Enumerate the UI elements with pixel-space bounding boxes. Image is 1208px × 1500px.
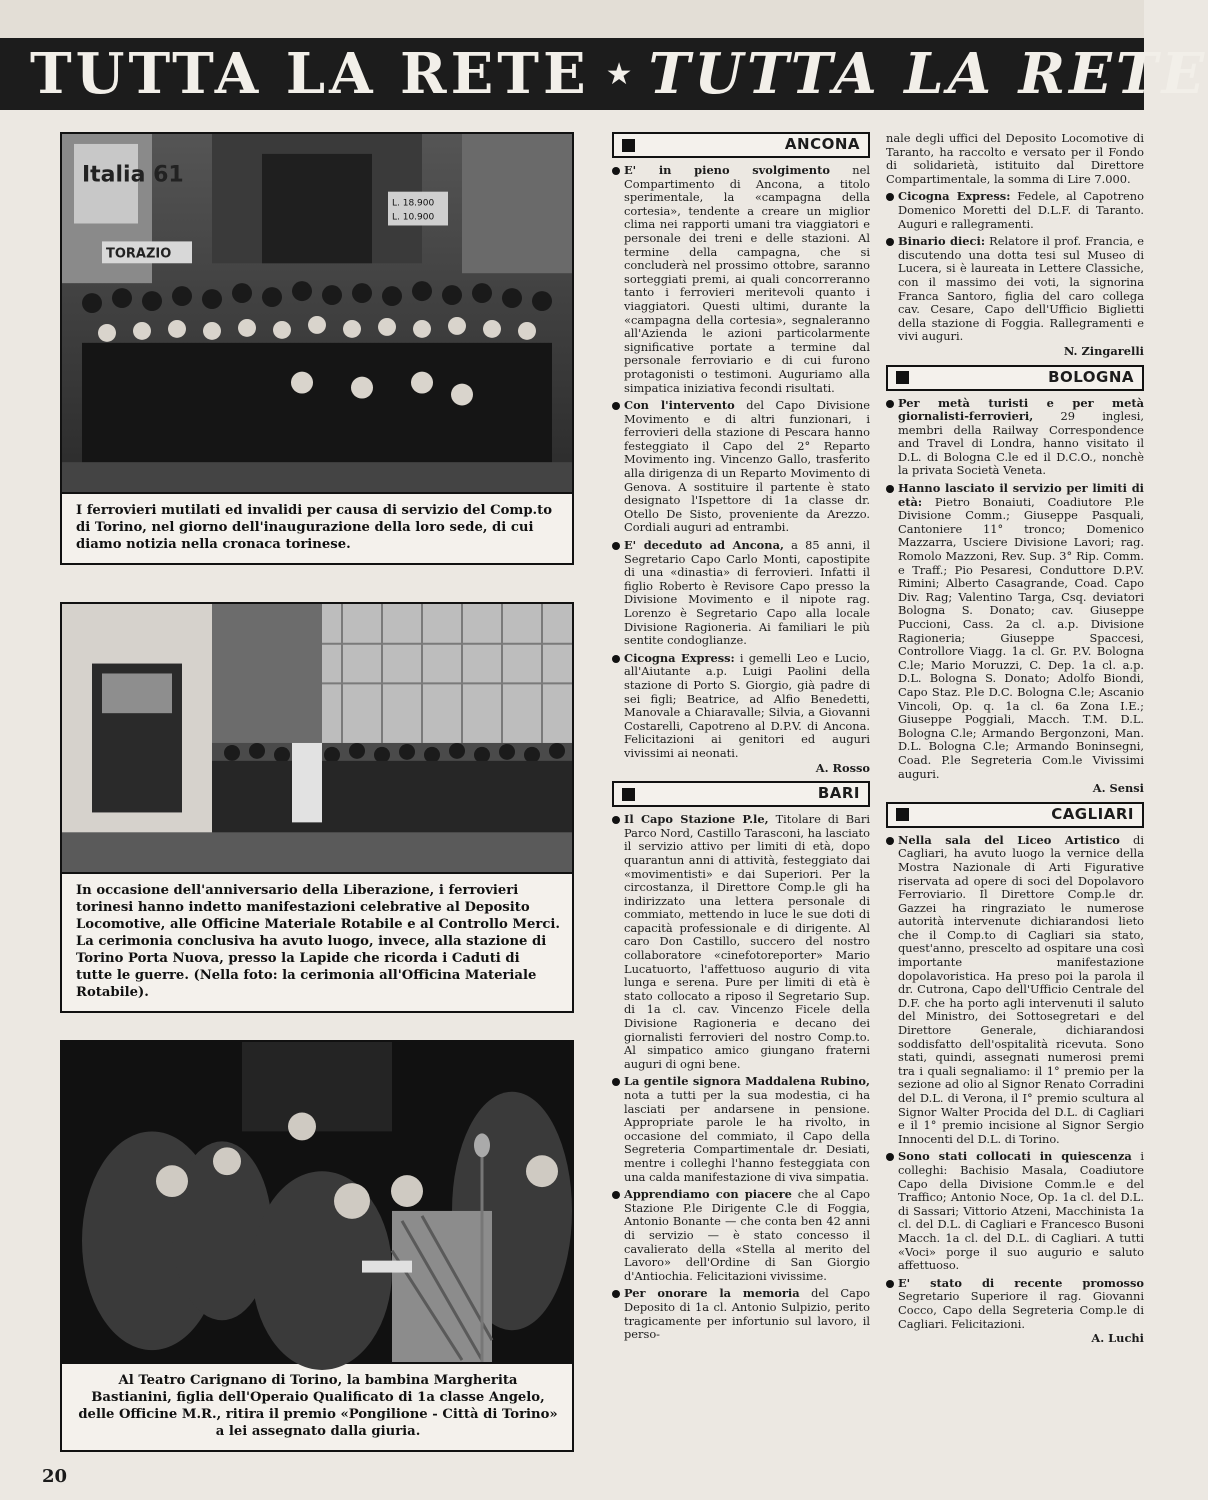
news-lead: Hanno lasciato il servizio per limiti di età:: [898, 481, 1144, 509]
signature-bari: N. Zingarelli: [1063, 343, 1144, 358]
page-number: 20: [42, 1466, 68, 1487]
bullet-icon: [612, 167, 620, 175]
news-lead: Con l'intervento: [624, 398, 735, 413]
section-banner: [0, 38, 1208, 110]
news-text: Pietro Bonaiuti, Coadiutore P.le Divisione Comm.; Giuseppe Pasquali, Cantoniere 11° tronco; Domenico Mazzarra, Usciere Divisione Lavori; rag. Romolo Mazzoni, Rev. Sup. 3° Rip. Comm. e Traff.; Pio Pesaresi, Conduttore D.P.V. Rimini; Alberto Casagrande, Coad. Capo Div. Rag; Valentino Targa, Csq. deviatori Bologna S. Donato; cav. Giuseppe Puccioni, Cass. 2a cl. a.p. Divisione Ragioneria; Giuseppe Spaccesi, Controllore Viagg. 1a cl. Gr. P.V. Bologna C.le; Mario Moruzzi, C. Dep. 1a cl. a.p. D.L. Bologna S. Donato; Adolfo Biondi, Capo Staz. P.le D.C. Bologna C.le; Ascanio Vincoli, Op. q. 1a cl. 6a Zona I.E.; Giuseppe Poggiali, Macch. T.M. D.L. Bologna C.le; Armando Bergonzoni, Man. D.L. Bologna C.le; Armando Boninsegni, Coad. P.le Segreteria Com.le Vivissimi auguri.: [898, 494, 1144, 781]
news-text: del Capo Deposito di 1a cl. Antonio Sulpizio, perito tragicamente per infortunio sul lavoro, il perso-: [624, 1286, 870, 1342]
photo-caption-1: I ferrovieri mutilati ed invalidi per causa di servizio del Comp.to di Torino, nel giorno dell'inaugurazione della loro sede, di cui diamo notizia nella cronaca torinese.: [76, 503, 553, 552]
news-lead: Cicogna Express:: [624, 650, 735, 665]
bullet-icon: [886, 238, 894, 246]
news-item: [886, 1150, 1144, 1272]
section-title-bari: BARI: [817, 784, 860, 803]
news-item: [886, 834, 1144, 1147]
bullet-icon: [886, 485, 894, 493]
signature-cagliari: A. Luchi: [1091, 1331, 1144, 1346]
bullet-icon: [886, 837, 894, 845]
section-header-ancona: [612, 132, 870, 158]
news-lead: Per metà turisti e per metà giornalisti-ferrovieri,: [898, 395, 1144, 424]
news-lead: Binario dieci:: [898, 234, 986, 249]
news-text: Fedele, al Capotreno Domenico Moretti del D.L.F. di Taranto. Auguri e rallegramenti.: [898, 189, 1144, 231]
news-item: [612, 399, 870, 535]
news-lead: Per onorare la memoria: [624, 1286, 800, 1301]
black-square-icon: [896, 371, 909, 384]
news-lead: E' in pieno svolgimento: [624, 163, 830, 177]
news-lead: Cicogna Express:: [898, 189, 1011, 204]
bullet-icon: [886, 400, 894, 408]
news-lead: La gentile signora Maddalena Rubino,: [624, 1074, 870, 1089]
news-lead: E' stato di recente promosso: [898, 1275, 1144, 1290]
news-lead: Apprendiamo con piacere: [624, 1187, 792, 1202]
news-text: a 85 anni, il Segretario Capo Carlo Monti, capostipite di una «dinastia» di ferrovieri. Infatti il figlio Roberto è Revisore Capo presso la Divisione Movimento e il nipote rag. Lorenzo è Segretario Capo alla locale Divisione Ragioneria. Ai familiari le più sentite condoglianze.: [624, 538, 870, 648]
news-item: [886, 190, 1144, 231]
bullet-icon: [612, 1078, 620, 1086]
news-item: [886, 397, 1144, 479]
column-right: [886, 132, 1144, 1350]
news-lead: Nella sala del Liceo Artistico: [898, 832, 1120, 847]
news-text: Titolare di Bari Parco Nord, Castillo Tarasconi, ha lasciato il servizio attivo per limiti di età, dopo quarantun anni di attività, festeggiato dai «movimentisti» e dai Superiori. Per la circostanza, il Direttore Comp.le gli ha indirizzato una lettera personale di commiato, mettendo in luce le sue doti di capacità professionale e di dirigente. Al caro Don Castillo, succero del nostro collaboratore «cinefotoreporter» Mario Lucatuorto, l'affettuoso augurio di vita lunga e serena. Pure per limiti di età è stato collocato a riposo il Segretario Sup. di 1a cl. cav. Vincenzo Ficele della Divisione Ragioneria e decano dei giornalisti ferrovieri del nostro Comp.to. Al simpatico amico giungano fraterni auguri di ogni bene.: [624, 812, 870, 1071]
section-header-bologna: [886, 365, 1144, 391]
top-margin: [0, 0, 1144, 38]
news-item: [612, 813, 870, 1071]
signature-ancona: A. Rosso: [815, 760, 870, 775]
photo-liberazione-ceremony: [62, 604, 572, 874]
news-text: di Cagliari, ha avuto luogo la vernice della Mostra Nazionale di Arti Figurative riservata ad opere di soci del Dopolavoro Ferroviario. Il Direttore Comp.le dr. Gazzei ha ringraziato le numerose autorità intervenute dichiarandosi lieto che il Comp.to di Cagliari sia stato, quest'anno, prescelto ad ospitare una così importante manifestazione dopolavoristica. Ha preso poi la parola il dr. Cutrona, Capo dell'Ufficio Centrale del D.F. che ha porto agli intervenuti il saluto del Ministro, dei Sottosegretari e del Direttore Generale, dichiarandosi soddisfatto dell'ospitalità ricevuta. Sono stati, quindi, assegnati numerosi premi tra i quali segnaliamo: il 1° premio per la sezione ad olio al Signor Renato Corradini del D.L. di Verona, il I° premio scultura al Signor Walter Procida del D.L. di Cagliari e il 1° premio incisione al Signor Sergio Innocenti del D.L. di Torino.: [898, 832, 1144, 1146]
news-item: [612, 1075, 870, 1184]
news-text: nel Compartimento di Ancona, a titolo sperimentale, la «campagna della cortesia», tendente a creare un miglior clima nei rapporti umani tra viaggiatori e personale dei treni e delle stazioni. Al termine della campagna, che si concluderà nel prossimo ottobre, saranno sorteggiati premi, ai quali concorreranno tanto i ferrovieri meritevoli quanto i viaggiatori. Questi ultimi, durante la «campagna della cortesia», segnaleranno all'Azienda le azioni particolarmente significative portate a termine dal personale ferroviario e di cui furono protagonisti o testimoni. Auguriamo alla simpatica iniziativa fecondi risultati.: [624, 163, 870, 395]
banner-title-right: TUTTA LA RETE: [648, 41, 1208, 107]
section-header-cagliari: [886, 802, 1144, 828]
black-square-icon: [622, 788, 635, 801]
photo-block-1: [60, 132, 574, 565]
photo-block-2: [60, 602, 574, 1013]
photo-invalidi-torino: [62, 134, 572, 494]
bullet-icon: [612, 542, 620, 550]
bullet-icon: [612, 1290, 620, 1298]
news-text: i colleghi: Bachisio Masala, Coadiutore Capo della Divisione Comm.le e del Traffico; Antonio Noce, Op. 1a cl. del D.L. di Sassari; Vittorio Atzeni, Macchinista 1a cl. del D.L. di Cagliari e Francesco Busoni Macch. 1a cl. del D.L. di Cagliari. A tutti «Voci» porge il suo augurio e saluto affettuoso.: [898, 1149, 1144, 1273]
sign-text: TORAZIO: [106, 246, 172, 262]
banner-title-left: TUTTA LA RETE: [30, 41, 590, 107]
news-item: [612, 539, 870, 648]
news-lead: E' deceduto ad Ancona,: [624, 538, 784, 553]
bullet-icon: [612, 1191, 620, 1199]
news-text: Segretario Superiore il rag. Giovanni Cocco, Capo della Segreteria Comp.le di Cagliari. Felicitazioni.: [898, 1289, 1144, 1331]
news-item: [886, 482, 1144, 781]
news-lead: Il Capo Stazione P.le,: [624, 812, 769, 827]
news-text: nota a tutti per la sua modestia, ci ha lasciati per andarsene in pensione. Appropriate parole le ha rivolto, in occasione del commiato, il Capo della Segreteria Compartimentale dr. Desiati, mentre i colleghi l'hanno festeggiata con una calda manifestazione di viva simpatia.: [624, 1088, 870, 1184]
section-title-ancona: ANCONA: [784, 135, 860, 154]
bullet-icon: [612, 816, 620, 824]
continued-text: nale degli uffici del Deposito Locomotive di Taranto, ha raccolto e versato per il Fondo di solidarietà, istituito dal Direttore Compartimentale, la somma di Lire 7.000.: [886, 131, 1144, 186]
news-item: [612, 1188, 870, 1283]
photo-teatro-carignano: [62, 1042, 572, 1364]
news-item: [886, 235, 1144, 344]
section-title-cagliari: CAGLIARI: [1051, 804, 1134, 823]
photo-block-3: [60, 1040, 574, 1452]
bullet-icon: [886, 1153, 894, 1161]
section-header-bari: [612, 781, 870, 807]
news-item: [612, 164, 870, 395]
news-item: [612, 1287, 870, 1341]
black-square-icon: [896, 808, 909, 821]
news-text: i gemelli Leo e Lucio, all'Aiutante a.p. Luigi Paolini della stazione di Porto S. Giorgio, già padre di sei figli; Beatrice, ad Alfio Benedetti, Manovale a Chiaravalle; Silvia, a Giovanni Costarelli, Capotreno al D.P.V. di Ancona. Felicitazioni ai genitori ed auguri vivissimi ai neonati.: [624, 650, 870, 760]
black-square-icon: [622, 139, 635, 152]
news-lead: Sono stati collocati in quiescenza: [898, 1149, 1132, 1164]
section-title-bologna: BOLOGNA: [1048, 367, 1134, 386]
price-text-2: L. 10.900: [392, 212, 435, 223]
bullet-icon: [886, 1280, 894, 1288]
bullet-icon: [612, 402, 620, 410]
column-middle: [612, 132, 870, 1346]
news-item: [886, 1277, 1144, 1331]
bullet-icon: [886, 193, 894, 201]
news-text: Relatore il prof. Francia, e discutendo una dotta tesi sul Museo di Lucera, si è laureata in Lettere Classiche, con il massimo dei voti, la signorina Franca Santoro, figlia del caro collega cav. Cesare, Capo dell'Ufficio Biglietti della stazione di Foggia. Rallegramenti e vivi auguri.: [898, 234, 1145, 344]
price-text-1: L. 18.900: [392, 198, 435, 209]
star-icon: ★: [605, 56, 633, 92]
news-text: del Capo Divisione Movimento e di altri funzionari, i ferrovieri della stazione di Pescara hanno festeggiato il Capo del 2° Reparto Movimento ing. Vincenzo Gallo, trasferito alla dirigenza di un Reparto Movimento di Genova. A sostituire il partente è stato designato l'Ispettore di 1a classe dr. Otello De Sisto, proveniente da Arezzo. Cordiali auguri ad entrambi.: [624, 398, 870, 535]
news-text: che al Capo Stazione P.le Dirigente C.le di Foggia, Antonio Bonante — che conta ben 42 anni di servizio — è stato concesso il cavalierato della «Stella al merito del Lavoro» dell'Ordine di San Giorgio d'Antiochia. Felicitazioni vivissime.: [624, 1187, 870, 1283]
news-text: 29 inglesi, membri della Railway Correspondence and Travel di Londra, hanno visitato il D.L. di Bologna C.le ed il D.C.O., nonchè la privata Società Veneta.: [898, 409, 1144, 478]
news-item: [612, 652, 870, 761]
poster-text: Italia 61: [82, 162, 184, 188]
photo-caption-2: In occasione dell'anniversario della Liberazione, i ferrovieri torinesi hanno indetto manifestazioni celebrative al Deposito Locomotive, alle Officine Materiale Rotabile e al Controllo Merci. La cerimonia conclusiva ha avuto luogo, invece, alla stazione di Torino Porta Nuova, presso la Lapide che ricorda i Caduti di tutte le guerre. (Nella foto: la cerimonia all'Officina Materiale Rotabile).: [76, 883, 561, 1000]
bullet-icon: [612, 655, 620, 663]
signature-bologna: A. Sensi: [1092, 781, 1144, 796]
photo-caption-3: Al Teatro Carignano di Torino, la bambina Margherita Bastianini, figlia dell'Operaio Qualificato di 1a classe Angelo, delle Officine M.R., ritira il premio «Pongilione - Città di Torino» a lei assegnato dalla giuria.: [78, 1373, 558, 1439]
